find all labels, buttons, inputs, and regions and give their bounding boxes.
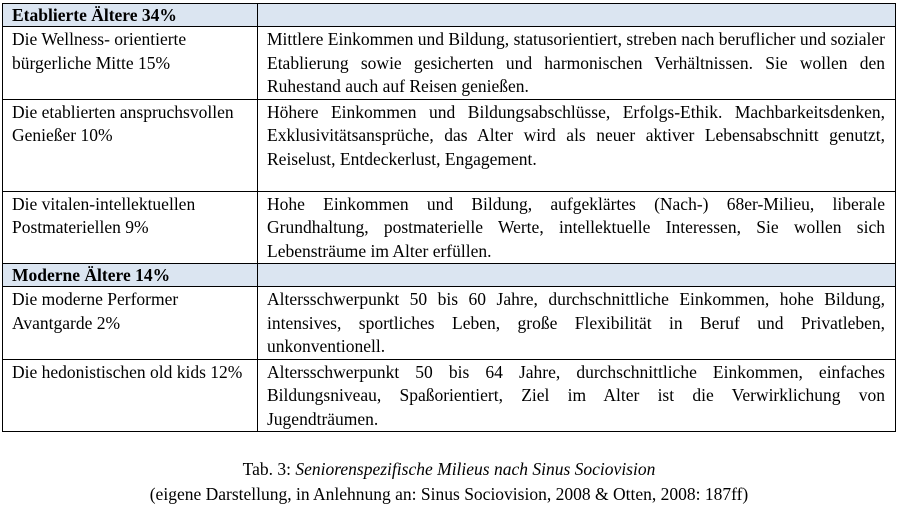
milieu-name-cell: Die moderne Performer Avantgarde 2%: [3, 287, 258, 360]
milieu-name-cell: Die vitalen-intellektuellen Postmateriellen 9%: [3, 191, 258, 264]
table-row: [3, 99, 896, 191]
milieu-table-container: [2, 3, 895, 432]
milieu-name-cell: Die etablierten anspruchsvollen Genießer 10%: [3, 99, 258, 191]
section-header-moderne: [3, 264, 896, 287]
table-row: [3, 191, 896, 264]
table-row: [3, 287, 896, 360]
section-header-empty-cell: [258, 264, 896, 287]
milieu-name-cell: Die Wellness- orientierte bürgerliche Mitte 15%: [3, 27, 258, 100]
milieu-description-cell: Altersschwerpunkt 50 bis 64 Jahre, durchschnittliche Einkommen, einfaches Bildungsniveau, Spaßorientiert, Ziel im Alter ist die Verwirklichung von Jugendträumen.: [258, 359, 896, 432]
milieu-description-cell: Mittlere Einkommen und Bildung, statusorientiert, streben nach beruflicher und sozialer Etablierung sowie gesicherten und harmonischen Verhältnissen. Sie wollen den Ruhestand auch auf Reisen genießen.: [258, 27, 896, 100]
milieu-description-cell: Altersschwerpunkt 50 bis 60 Jahre, durchschnittliche Einkommen, hohe Bildung, intensives, sportliches Leben, große Flexibilität in Beruf und Privatleben, unkonventionell.: [258, 287, 896, 360]
section-title-etablierte: Etablierte Ältere 34%: [3, 4, 258, 27]
milieu-description-cell: Höhere Einkommen und Bildungsabschlüsse, Erfolgs-Ethik. Machbarkeitsdenken, Exklusivitätsansprüche, das Alter wird als neuer aktiver Lebensabschnitt genutzt, Reiselust, Entdeckerlust, Engagement.: [258, 99, 896, 191]
milieu-description-cell: Hohe Einkommen und Bildung, aufgeklärtes (Nach-) 68er-Milieu, liberale Grundhaltung, postmaterielle Werte, intellektuelle Interessen, Sie wollen sich Lebensträume im Alter erfüllen.: [258, 191, 896, 264]
milieu-name-cell: Die hedonistischen old kids 12%: [3, 359, 258, 432]
section-header-empty-cell: [258, 4, 896, 27]
table-caption: [0, 457, 898, 507]
table-row: [3, 27, 896, 100]
caption-label: Tab. 3:: [242, 459, 296, 479]
section-title-moderne: Moderne Ältere 14%: [3, 264, 258, 287]
caption-title-line: [0, 457, 898, 482]
milieu-table: [2, 3, 896, 432]
caption-source: (eigene Darstellung, in Anlehnung an: Sinus Sociovision, 2008 & Otten, 2008: 187ff): [149, 484, 749, 504]
table-row: [3, 359, 896, 432]
caption-title: Seniorenspezifische Milieus nach Sinus Sociovision: [295, 459, 656, 479]
section-header-etablierte: [3, 4, 896, 27]
